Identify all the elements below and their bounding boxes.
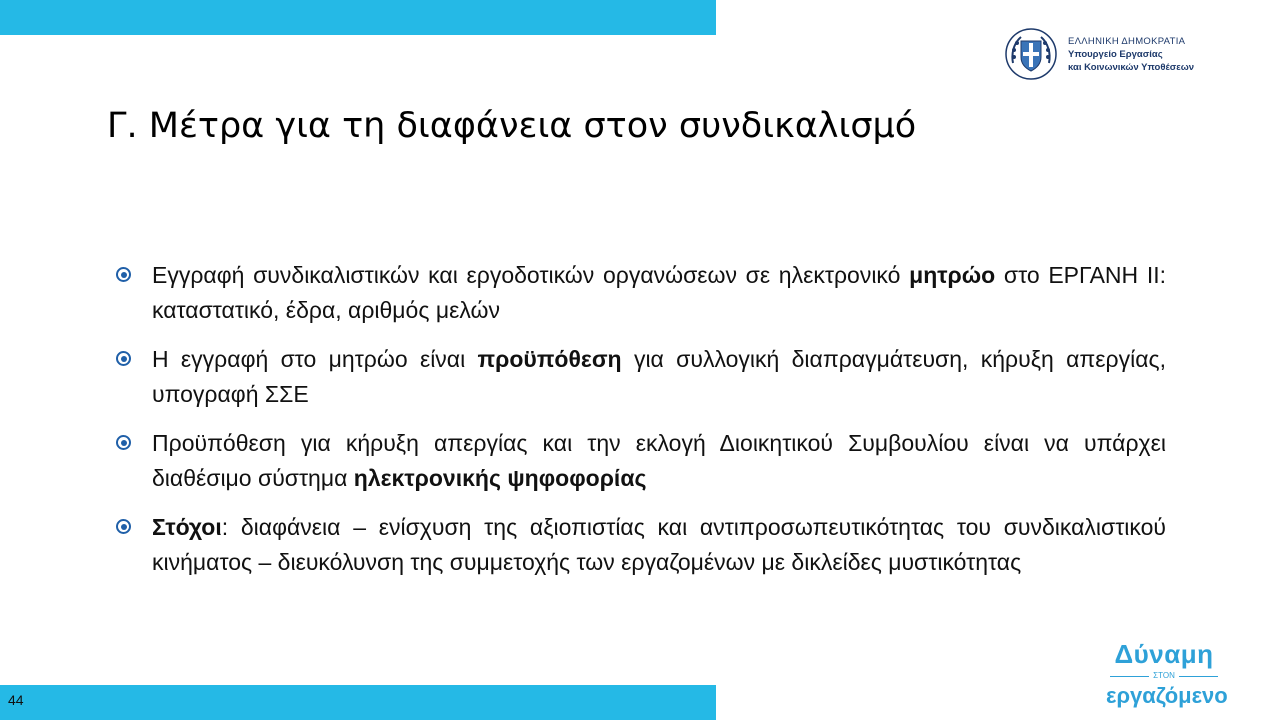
ministry-header [1004,26,1194,82]
bullet-circle-icon [116,267,131,282]
ministry-line-3: και Κοινωνικών Υποθέσεων [1068,61,1195,73]
bullet-text: Η εγγραφή στο μητρώο είναι προϋπόθεση για συλλογική διαπραγμάτευση, κήρυξη απεργίας, υπογραφή ΣΣΕ [152,346,1166,407]
campaign-logo [1106,639,1228,708]
logo-word-1: Δύναμη [1114,639,1214,669]
top-accent-bar [0,0,716,35]
bullet-circle-icon [116,351,131,366]
bullet-text: Προϋπόθεση για κήρυξη απεργίας και την εκλογή Διοικητικού Συμβουλίου είναι να υπάρχει διαθέσιμο σύστημα ηλεκτρονικής ψηφοφορίας [152,430,1166,491]
slide-title: Γ. Μέτρα για τη διαφάνεια στον συνδικαλισμό [107,106,917,146]
logo-rule [1110,676,1149,677]
bottom-accent-bar [0,685,716,720]
logo-word-2: ΣΤΟΝ [1153,671,1175,680]
ministry-line-2: Υπουργείο Εργασίας [1068,48,1163,60]
logo-rule [1179,676,1218,677]
logo-word-3: εργαζόμενο [1106,683,1228,708]
ministry-line-1: ΕΛΛΗΝΙΚΗ ΔΗΜΟΚΡΑΤΙΑ [1068,35,1186,47]
bullet-text: Εγγραφή συνδικαλιστικών και εργοδοτικών οργανώσεων σε ηλεκτρονικό μητρώο στο ΕΡΓΑΝΗ ΙΙ: καταστατικό, έδρα, αριθμός μελών [152,262,1166,323]
bullet-circle-icon [116,519,131,534]
bullet-item [116,342,1166,412]
bullet-circle-icon [116,435,131,450]
bullet-item [116,510,1166,580]
bullet-text: Στόχοι: διαφάνεια – ενίσχυση της αξιοπιστίας και αντιπροσωπευτικότητας του συνδικαλιστικού κινήματος – διευκόλυνση της συμμετοχής των εργαζομένων με δικλείδες μυστικότητας [152,514,1166,575]
page-number: 44 [8,692,24,708]
bullet-item [116,426,1166,496]
bullet-item [116,258,1166,328]
bullet-list [116,258,1166,594]
greek-coat-of-arms-icon [1004,27,1058,81]
